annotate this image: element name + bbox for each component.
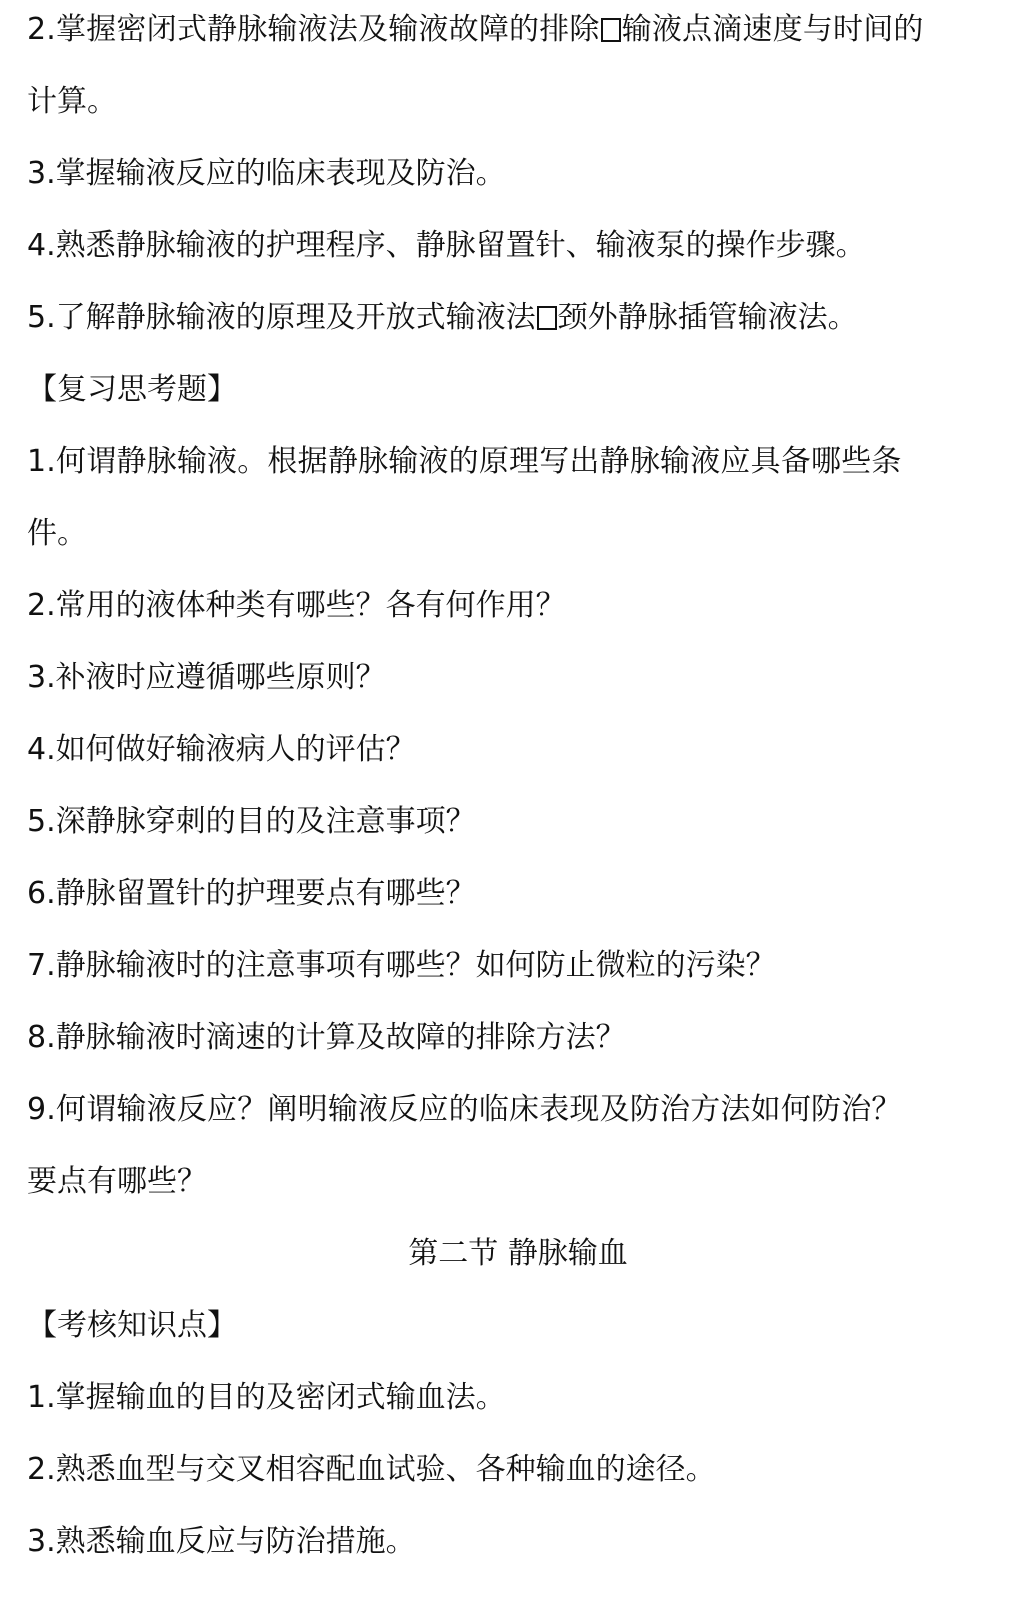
review-questions-heading: 【复习思考题】 [27,372,237,407]
missing-glyph-box-icon [601,18,621,42]
question-1-continuation: 件。 [27,516,87,551]
knowledge-point-1-line: 1.掌握输血的目的及密闭式输血法。 [27,1380,506,1415]
objective-2-continuation: 计算。 [27,84,117,119]
objective-2-text-a: 2.掌握密闭式静脉输液法及输液故障的排除 [27,12,600,47]
question-2-line: 2.常用的液体种类有哪些？各有何作用？ [27,588,566,623]
objective-2-line [27,5,924,55]
knowledge-point-2-line: 2.熟悉血型与交叉相容配血试验、各种输血的途径。 [27,1452,716,1487]
missing-glyph-box-icon [537,306,557,330]
objective-4-line: 4.熟悉静脉输液的护理程序、静脉留置针、输液泵的操作步骤。 [27,228,866,263]
knowledge-point-3-line: 3.熟悉输血反应与防治措施。 [27,1524,416,1559]
section-title: 第二节 静脉输血 [408,1236,628,1271]
objective-5-text-b: 颈外静脉插管输液法。 [557,300,858,335]
question-7-line: 7.静脉输液时的注意事项有哪些？如何防止微粒的污染？ [27,948,776,983]
question-4-line: 4.如何做好输液病人的评估？ [27,732,416,767]
knowledge-points-heading: 【考核知识点】 [27,1308,237,1343]
objective-5-text-a: 5.了解静脉输液的原理及开放式输液法 [27,300,536,335]
objective-5-line [27,293,858,343]
objective-2-text-b: 输液点滴速度与时间的 [621,12,924,47]
question-9-continuation: 要点有哪些？ [27,1164,207,1199]
question-6-line: 6.静脉留置针的护理要点有哪些？ [27,876,476,911]
question-8-line: 8.静脉输液时滴速的计算及故障的排除方法？ [27,1020,626,1055]
question-1-line: 1.何谓静脉输液。根据静脉输液的原理写出静脉输液应具备哪些条 [27,444,902,479]
question-3-line: 3.补液时应遵循哪些原则？ [27,660,386,695]
question-9-line: 9.何谓输液反应？阐明输液反应的临床表现及防治方法如何防治？ [27,1092,902,1127]
objective-3-line: 3.掌握输液反应的临床表现及防治。 [27,156,506,191]
question-5-line: 5.深静脉穿刺的目的及注意事项？ [27,804,476,839]
